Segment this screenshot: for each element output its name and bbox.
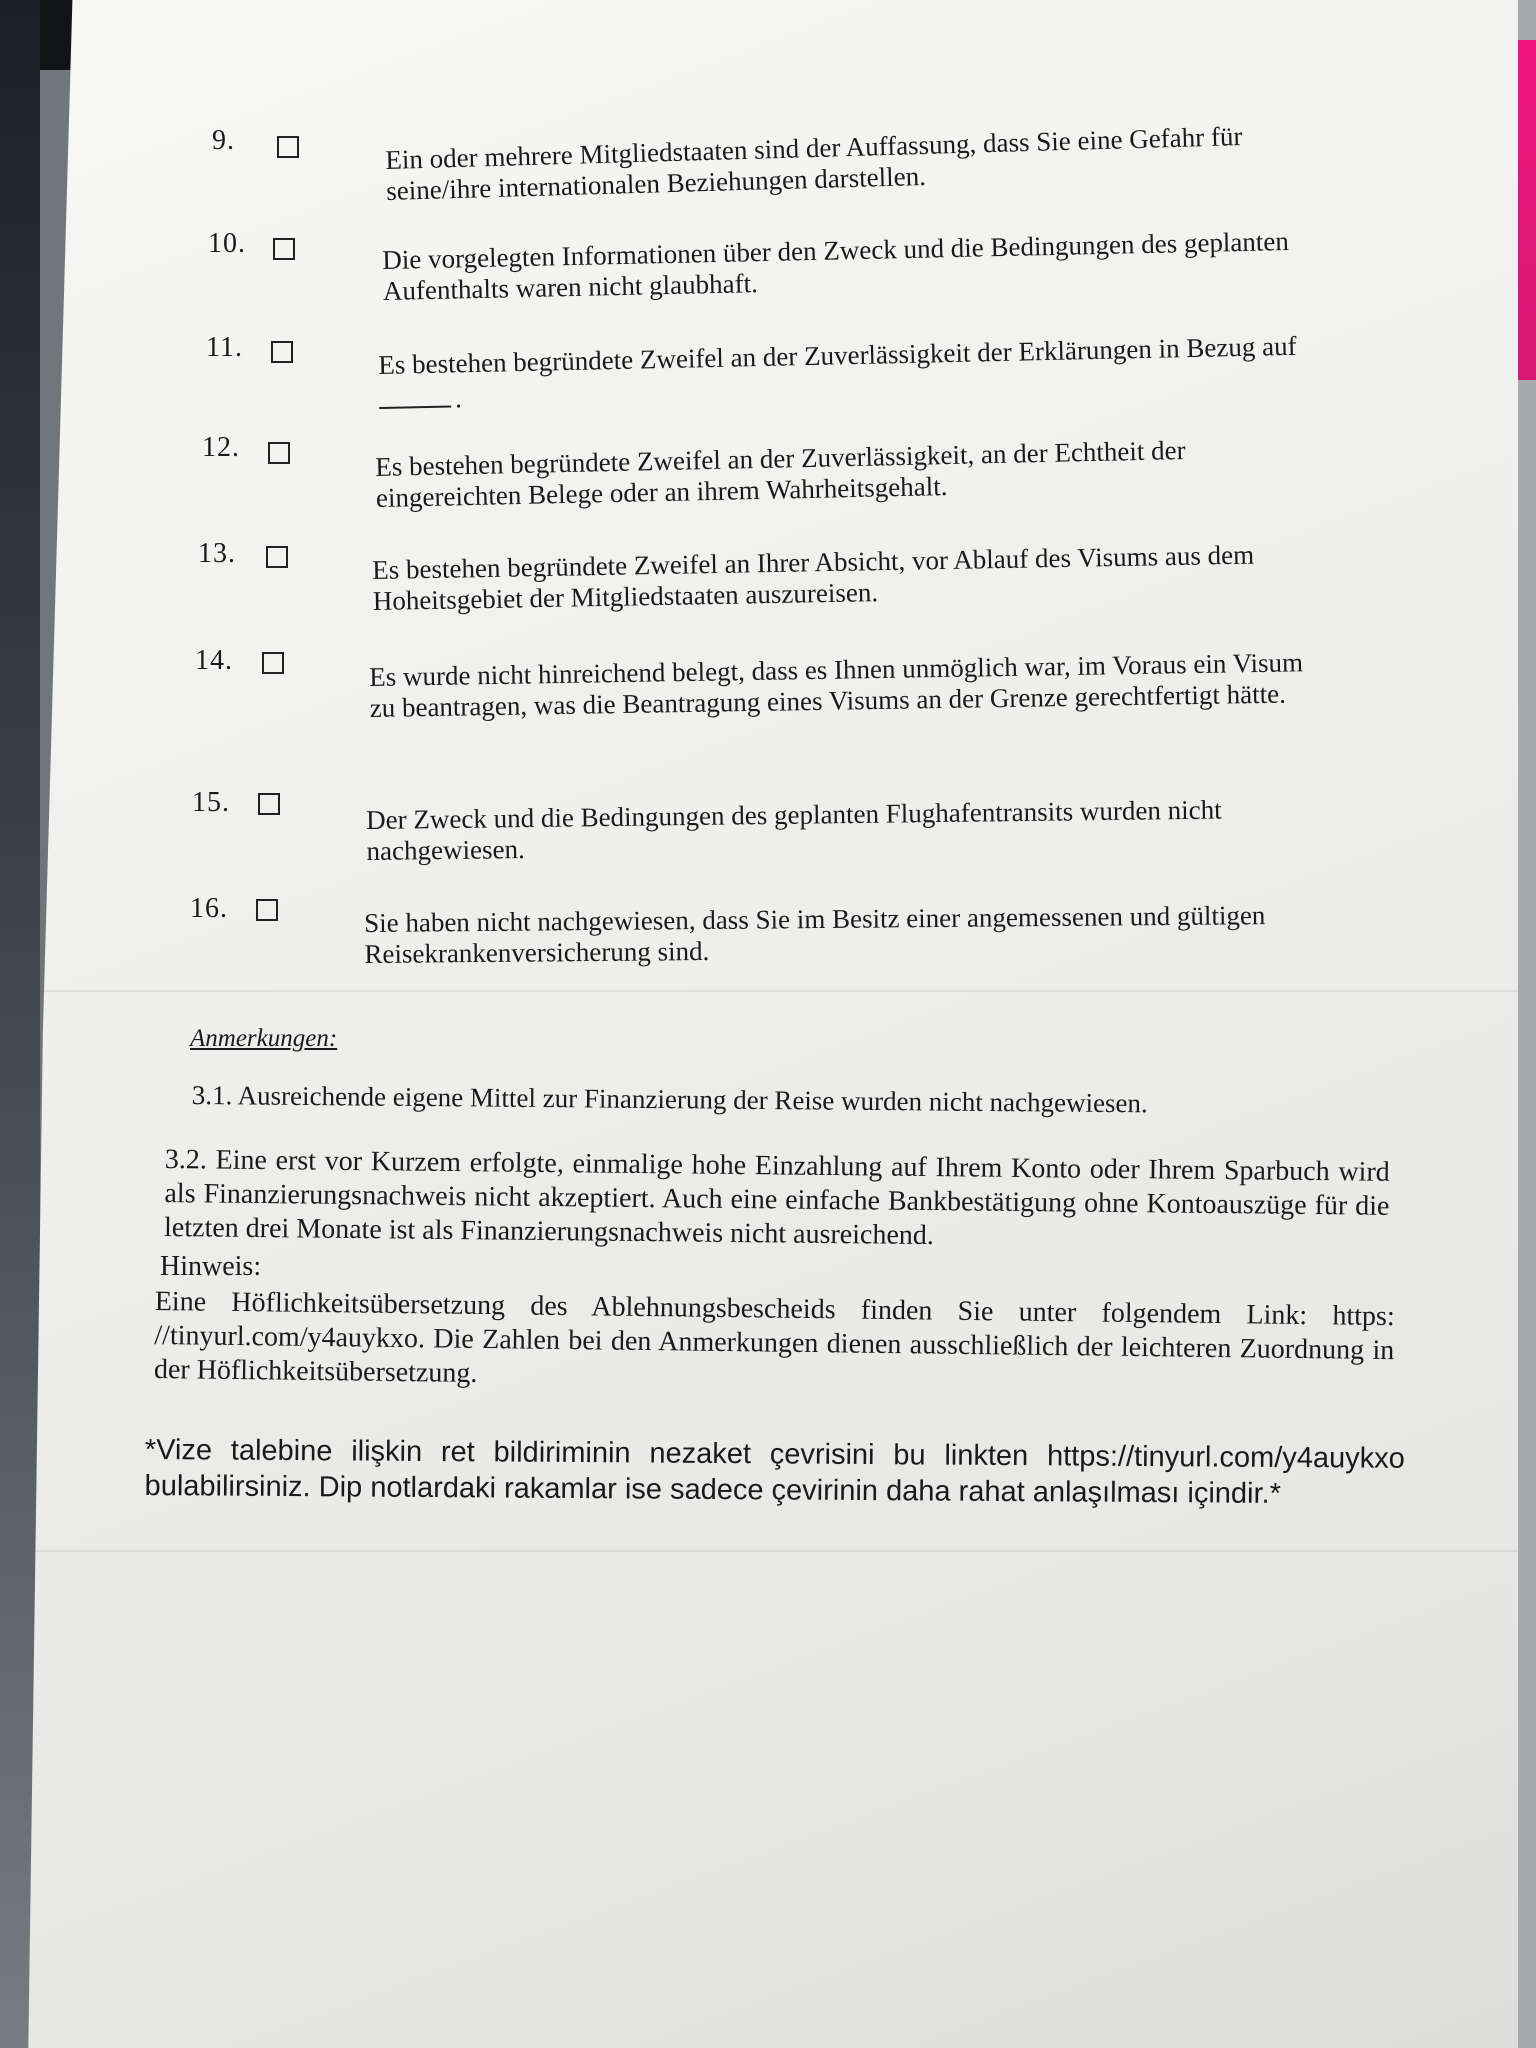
remark-3-2: 3.2. Eine erst vor Kurzem erfolgte, einmalige hohe Einzahlung auf Ihrem Konto oder Ihrem Sparbuch wird als Finanzierungsnachweis nicht akzeptiert. Auch eine einfache Bankbestätigung ohne Kontoauszüge für die letzten drei Monate ist als Finanzierungsnachweis nicht ausreichend.: [163, 1144, 1390, 1252]
item-number: 10.: [208, 228, 246, 259]
reason-checkbox[interactable]: [268, 442, 290, 464]
reason-text: Es bestehen begründete Zweifel an der Zuverlässigkeit, an der Echtheit der eingereichten Belege oder an ihrem Wahrheitsgehalt.: [375, 435, 1186, 513]
item-number: 11.: [206, 332, 243, 363]
reason-text: Der Zweck und die Bedingungen des geplanten Flughafentransits wurden nicht nachgewiesen.: [366, 794, 1222, 866]
reason-checkbox[interactable]: [273, 238, 295, 260]
reason-checkbox[interactable]: [258, 793, 280, 815]
item-number: 15.: [192, 787, 230, 818]
reason-text: Es wurde nicht hinreichend belegt, dass es Ihnen unmöglich war, im Voraus ein Visum zu beantragen, was die Beantragung eines Visums an der Grenze gerechtfertigt hätte.: [369, 647, 1304, 723]
reason-text-part: .: [454, 383, 463, 414]
hint-text-with-link: Eine Höflichkeitsübersetzung des Ablehnungsbescheids finden Sie unter folgendem Link: https: //tinyurl.com/y4auykxo. Die Zahlen bei den Anmerkungen dienen ausschließlich der leichteren Zuordnung in der Höflichkeitsübersetzung.: [153, 1285, 1395, 1389]
reason-text-part: Es bestehen begründete Zweifel an der Zuverlässigkeit der Erklärungen in Bezug auf: [378, 330, 1297, 380]
reason-text: Die vorgelegten Informationen über den Zweck und die Bedingungen des geplanten Aufenthalts waren nicht glaubhaft.: [382, 226, 1290, 306]
hint-label: Hinweis:: [160, 1251, 262, 1282]
reason-text: Es bestehen begründete Zweifel an Ihrer Absicht, vor Ablauf des Visums aus dem Hoheitsgebiet der Mitgliedstaaten auszureisen.: [372, 539, 1255, 616]
fill-in-blank: [379, 379, 452, 409]
reason-checkbox[interactable]: [256, 899, 278, 921]
item-number: 12.: [202, 432, 240, 463]
reason-checkbox[interactable]: [271, 341, 293, 363]
remark-3-1: 3.1. Ausreichende eigene Mittel zur Finanzierung der Reise wurden nicht nachgewiesen.: [191, 1079, 1148, 1119]
reason-text: Sie haben nicht nachgewiesen, dass Sie im Besitz einer angemessenen und gültigen Reisekrankenversicherung sind.: [364, 900, 1266, 969]
reason-text: [378, 329, 1364, 416]
item-number: 13.: [198, 538, 236, 569]
item-number: 9.: [212, 125, 235, 156]
remarks-heading: Anmerkungen:: [190, 1025, 338, 1052]
item-number: 16.: [190, 893, 228, 924]
reason-checkbox[interactable]: [266, 546, 288, 568]
hint-text: [154, 1285, 1395, 1402]
turkish-note: *Vize talebine ilişkin ret bildiriminin nezaket çevrisini bu linkten https://tinyurl.com/y4auykxo bulabilirsiniz. Dip notlardaki rakamlar ise sadece çevirinin daha rahat anlaşılması içindir.*: [144, 1434, 1405, 1510]
reason-checkbox[interactable]: [277, 136, 299, 158]
reason-text: Ein oder mehrere Mitgliedstaaten sind der Auffassung, dass Sie eine Gefahr für seine/ihre internationalen Beziehungen darstellen.: [385, 121, 1243, 206]
reason-checkbox[interactable]: [262, 652, 284, 674]
item-number: 14.: [195, 645, 233, 676]
